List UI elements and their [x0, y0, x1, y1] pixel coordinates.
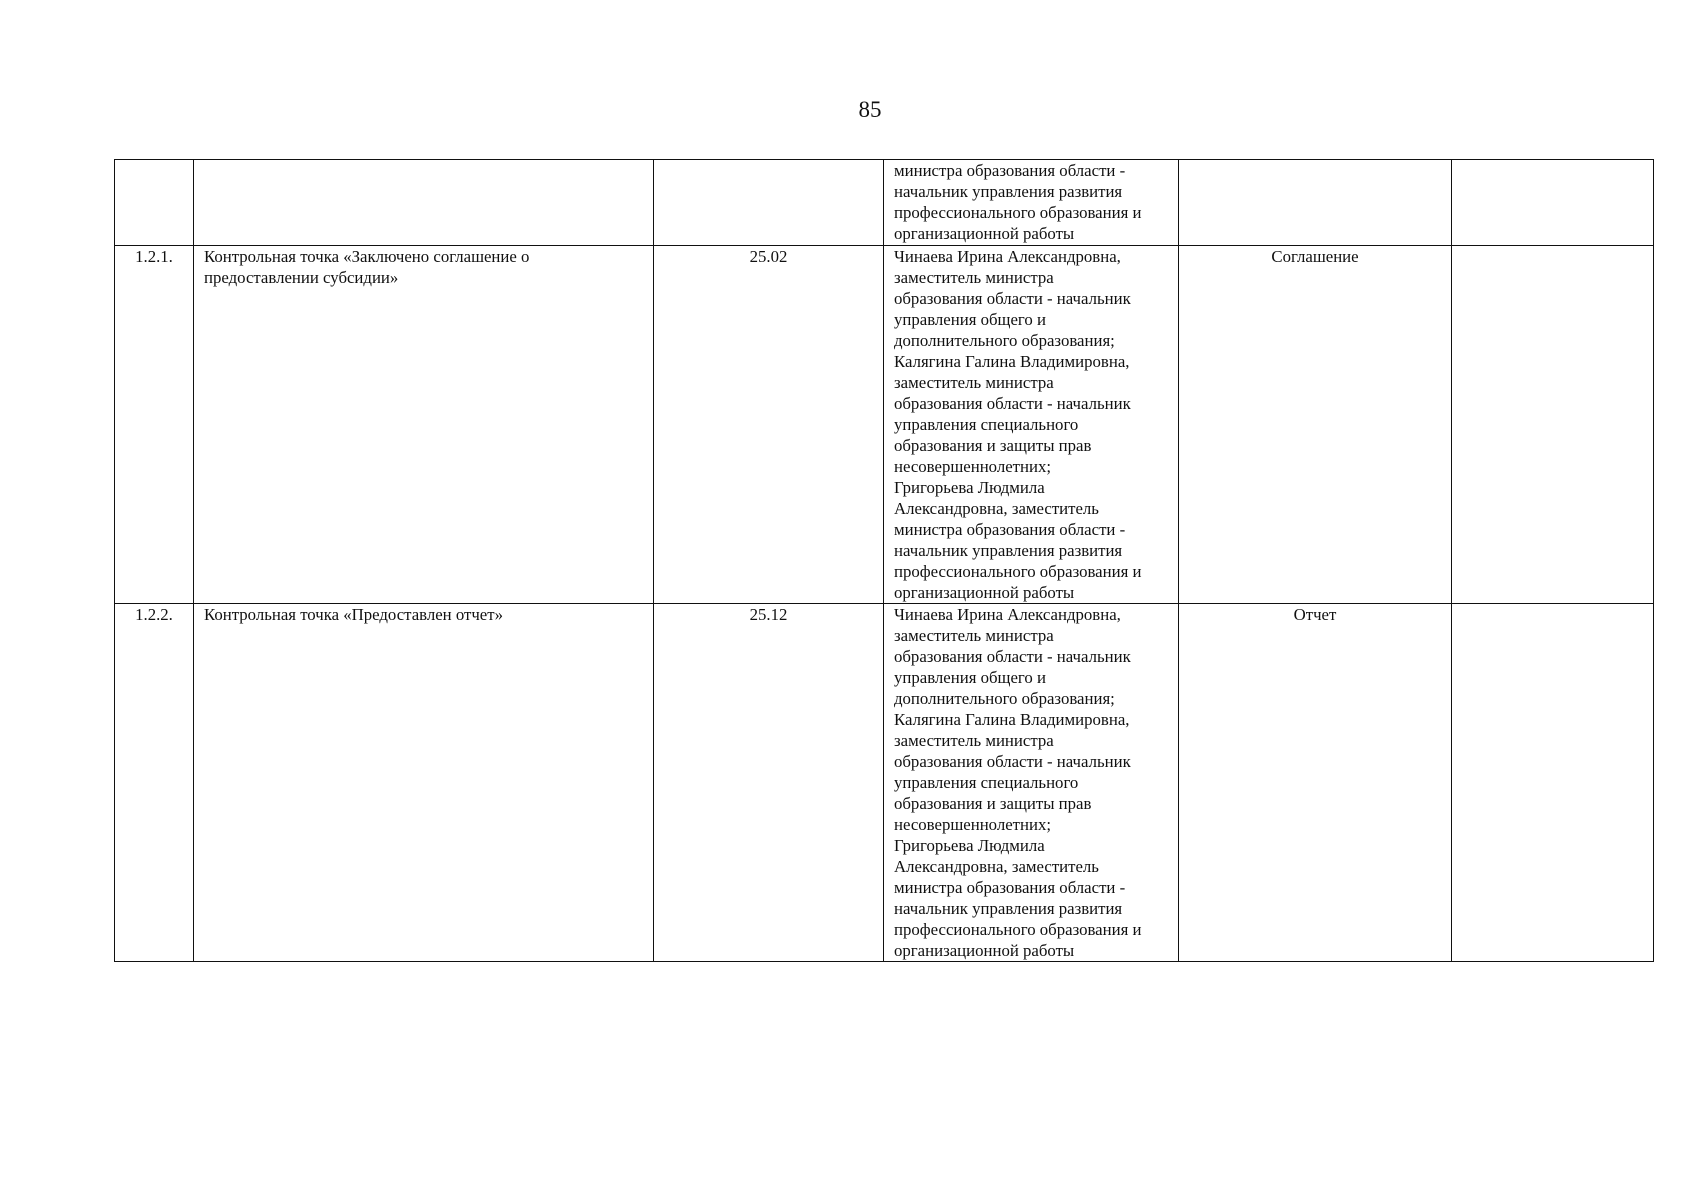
- cell-responsible: Чинаева Ирина Александровна, заместитель министра образования области - начальник управления общего и дополнительного образования; Калягина Галина Владимировна, заместитель министра образования области - начальник управления специального образования и защиты прав несовершеннолетних; Григорьева Людмила Александровна, заместитель министра образования области - начальник управления развития профессионального образования и организационной работы: [884, 246, 1179, 604]
- cell-number: 1.2.1.: [115, 246, 194, 604]
- cell-date: 25.12: [654, 604, 884, 962]
- cell-extra: [1452, 160, 1654, 246]
- cell-extra: [1452, 604, 1654, 962]
- table-row: [115, 604, 1654, 962]
- cell-document: Соглашение: [1179, 246, 1452, 604]
- cell-document: [1179, 160, 1452, 246]
- cell-number: [115, 160, 194, 246]
- control-points-table: [114, 159, 1654, 962]
- cell-extra: [1452, 246, 1654, 604]
- cell-name: [194, 160, 654, 246]
- cell-date: 25.02: [654, 246, 884, 604]
- page-number: 85: [858, 97, 882, 122]
- table-row: [115, 246, 1654, 604]
- cell-document: Отчет: [1179, 604, 1452, 962]
- cell-responsible: Чинаева Ирина Александровна, заместитель министра образования области - начальник управления общего и дополнительного образования; Калягина Галина Владимировна, заместитель министра образования области - начальник управления специального образования и защиты прав несовершеннолетних; Григорьева Людмила Александровна, заместитель министра образования области - начальник управления развития профессионального образования и организационной работы: [884, 604, 1179, 962]
- table-row-continuation: [115, 160, 1654, 246]
- cell-name: Контрольная точка «Заключено соглашение о предоставлении субсидии»: [194, 246, 654, 604]
- cell-responsible: министра образования области - начальник управления развития профессионального образования и организационной работы: [884, 160, 1179, 246]
- cell-name: Контрольная точка «Предоставлен отчет»: [194, 604, 654, 962]
- cell-date: [654, 160, 884, 246]
- cell-number: 1.2.2.: [115, 604, 194, 962]
